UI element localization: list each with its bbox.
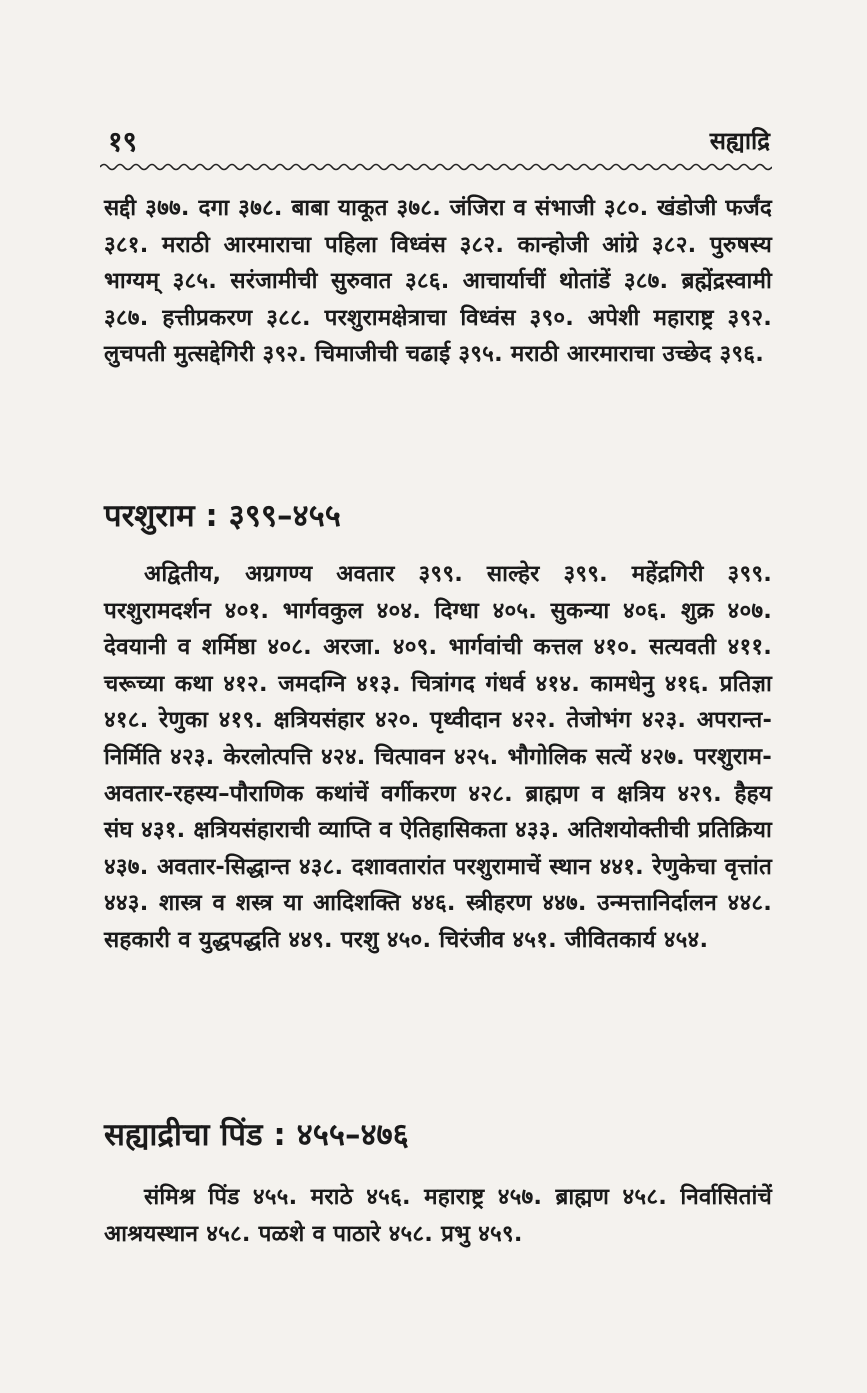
section-2-block — [104, 496, 772, 959]
section-3-heading: सह्याद्रीचा पिंड : ४५५–४७६ — [104, 1117, 409, 1153]
section-3-block — [104, 1115, 772, 1252]
page-number: १९ — [108, 125, 138, 158]
page-header — [100, 118, 772, 168]
section-2-paragraph — [104, 556, 772, 959]
running-title: सह्याद्रि — [709, 127, 770, 155]
section-2-text-a: अद्वितीय, अग्रगण्य अवतार ३९९. साल्हेर ३९९. महेंद्रगिरी ३९९. परशुरामदर्शन ४०१. भार्गवकुल ४०४. दिग्धा ४०५. सुकन्या ४०६. शुक्र ४०७. देवयानी व शर्मिष्ठा ४०८. अरजा. ४०९. भार्गवांची कत्तल ४१०. सत्यवती ४११. चरूच्या कथा ४१२. जमदग्नि ४१३. चित्रांगद गंधर्व ४१४. कामधेनु ४१६. प्रतिज्ञा ४१८. रेणुका ४१९. क्षत्रियसंहार ४२०. पृथ्वीदान ४२२. तेजोभंग ४२३. अपरान्त-निर्मिति ४२३. केरलोत्पत्ति ४२४. चित्पावन ४२५. भौगोलिक सत्यें ४२७. — [104, 561, 772, 770]
section-2-inline-heading: परशुराम-अवतार-रहस्य– — [104, 743, 772, 807]
section-3-paragraph: संमिश्र पिंड ४५५. मराठे ४५६. महाराष्ट्र ४५७. ब्राह्मण ४५८. निर्वासितांचें आश्रयस्थान ४५८. पळशे व पाठारे ४५८. प्रभु ४५९. — [104, 1184, 772, 1247]
header-wavy-rule — [100, 162, 772, 172]
section-1-block — [104, 190, 772, 373]
section-2-text-b: पौराणिक कथांचें वर्गीकरण ४२८. ब्राह्मण व क्षत्रिय ४२९. हैहय संघ ४३१. क्षत्रियसंहाराची व्याप्ति व ऐतिहासिकता ४३३. अतिशयोक्तीची प्रतिक्रिया ४३७. अवतार-सिद्धान्त ४३८. दशावतारांत परशुरामाचें स्थान ४४१. रेणुकेचा वृत्तांत ४४३. शास्त्र व शस्त्र या आदिशक्ति ४४६. स्त्रीहरण ४४७. उन्मत्तानिर्दालन ४४८. सहकारी व युद्धपद्धति ४४९. परशु ४५०. चिरंजीव ४५१. जीवितकार्य ४५४. — [104, 780, 772, 953]
section-2-heading: परशुराम : ३९९–४५५ — [104, 498, 341, 534]
section-1-paragraph: सद्दी ३७७. दगा ३७८. बाबा याकूत ३७८. जंजिरा व संभाजी ३८०. खंडोजी फर्जंद ३८१. मराठी आरमाराचा पहिला विध्वंस ३८२. कान्होजी आंग्रे ३८२. पुरुषस्य भाग्यम् ३८५. सरंजामीची सुरुवात ३८६. आचार्याचीं थोतांडें ३८७. ब्रह्मेंद्रस्वामी ३८७. हत्तीप्रकरण ३८८. परशुरामक्षेत्राचा विध्वंस ३९०. अपेशी महाराष्ट्र ३९२. लुचपती मुत्सद्देगिरी ३९२. चिमाजीची चढाई ३९५. मराठी आरमाराचा उच्छेद ३९६. — [104, 195, 772, 368]
